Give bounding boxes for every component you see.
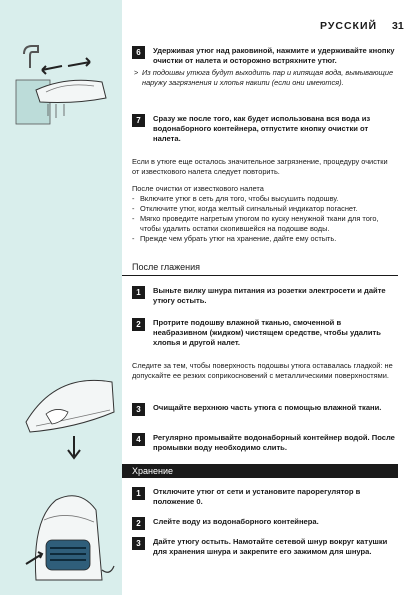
page-number: 31	[392, 20, 404, 32]
bullet-text: Из подошвы утюга будут выходить пар и кипящая вода, вымывающие наружу загрязнения и хлопья накипи (если они имеются).	[142, 68, 394, 87]
after-descaling-heading: После очистки от известкового налета	[132, 184, 264, 193]
step-text: Дайте утюгу остыть. Намотайте сетевой шнур вокруг катушки для хранения шнура и закрепите его зажимом для шнура.	[153, 537, 388, 556]
section-title-after-ironing: После глажения	[132, 262, 200, 272]
step-number: 3	[132, 537, 145, 550]
step-number: 1	[132, 286, 145, 299]
care-note: Следите за тем, чтобы поверхность подошвы утюга оставалась гладкой: не допускайте ее резких соприкосновений с металлическими поверхностями.	[132, 361, 393, 380]
section-title-storage: Хранение	[132, 466, 173, 476]
language-label: РУССКИЙ	[320, 20, 378, 32]
step-text: Удерживая утюг над раковиной, нажмите и удерживайте кнопку очистки от налета и осторожно встряхните утюг.	[153, 46, 395, 65]
step-number: 2	[132, 517, 145, 530]
step-number: 1	[132, 487, 145, 500]
cord-storage-illustration	[6, 480, 120, 588]
wiping-soleplate-illustration	[6, 352, 120, 464]
step-text: Слейте воду из водонаборного контейнера.	[153, 517, 319, 526]
step-number: 6	[132, 46, 145, 59]
step-text: Отключите утюг от сети и установите парорегулятор в положение 0.	[153, 487, 361, 506]
step-number: 2	[132, 318, 145, 331]
step-text: Регулярно промывайте водонаборный контейнер водой. После промывки воду необходимо слить.	[153, 433, 395, 452]
iron-over-sink-illustration	[6, 42, 120, 134]
step-text: Очищайте верхнюю часть утюга с помощью влажной ткани.	[153, 403, 382, 412]
section-divider	[122, 275, 398, 276]
repeat-descaling-paragraph: Если в утюге еще осталось значительное загрязнение, процедуру очистки от известкового налета следует повторить.	[132, 157, 388, 176]
step-number: 4	[132, 433, 145, 446]
step-text: Выньте вилку шнура питания из розетки электросети и дайте утюгу остыть.	[153, 286, 386, 305]
bullet-mark: >	[134, 68, 139, 77]
step-text: Сразу же после того, как будет использована вся вода из водонаборного контейнера, отпустите кнопку очистки от налета.	[153, 114, 371, 143]
step-text: Протрите подошву влажной тканью, смоченной в неабразивном (жидком) чистящем средстве, чтобы удалить хлопья и другой налет.	[153, 318, 381, 347]
step-number: 3	[132, 403, 145, 416]
step-number: 7	[132, 114, 145, 127]
